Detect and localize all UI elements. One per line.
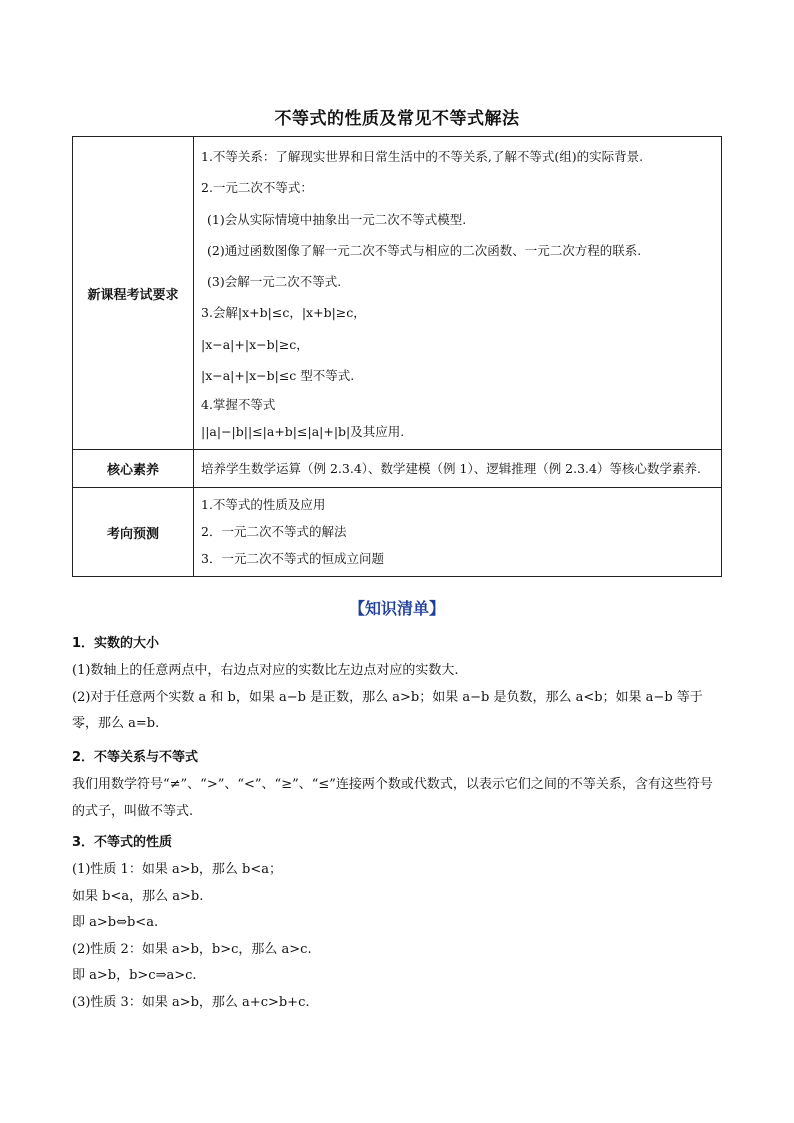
table-row-exam-requirements	[73, 137, 722, 450]
section-inequality-properties	[72, 829, 722, 1016]
requirement-line: |x−a|+|x−b|≥c，	[201, 336, 309, 352]
requirement-line: (1)会从实际情境中抽象出一元二次不等式模型.	[207, 211, 467, 227]
trend-line: 2．一元二次不等式的解法	[201, 523, 347, 539]
requirement-line: 4.掌握不等式	[201, 397, 276, 413]
requirement-line: 3.会解|x+b|≤c，|x+b|≥c，	[201, 305, 366, 321]
requirement-line: ||a|−|b||≤|a+b|≤|a|+|b|及其应用.	[201, 424, 405, 440]
section-real-number-size	[72, 630, 722, 738]
paragraph: (1)数轴上的任意两点中，右边点对应的实数比左边点对应的实数大.	[72, 663, 459, 678]
document-title: 不等式的性质及常见不等式解法	[274, 109, 520, 129]
section-heading: 1．实数的大小	[72, 636, 160, 651]
requirement-line: 2.一元二次不等式：	[201, 180, 313, 196]
requirement-line: 1.不等关系：了解现实世界和日常生活中的不等关系,了解不等式(组)的实际背景.	[201, 149, 644, 164]
row-label-exam-requirements: 新课程考试要求	[73, 137, 194, 450]
row-label-exam-trends: 考向预测	[73, 488, 194, 577]
knowledge-list-heading: 【知识清单】	[348, 599, 445, 618]
core-literacy-text: 培养学生数学运算（例 2.3.4）、数学建模（例 1）、逻辑推理（例 2.3.4）等核心数学素养.	[201, 461, 701, 477]
row-label-core-literacy: 核心素养	[73, 450, 194, 488]
paragraph: (2)性质 2：如果 a>b，b>c，那么 a>c.	[72, 941, 312, 957]
paragraph: 我们用数学符号“≠”、“>”、“<”、“≥”、“≤”连接两个数或代数式，以表示它们之间的不等关系，含有这些符号的式子，叫做不等式.	[72, 777, 713, 819]
requirement-line: (2)通过函数图像了解一元二次不等式与相应的二次函数、一元二次方程的联系.	[207, 242, 642, 258]
paragraph: (3)性质 3：如果 a>b，那么 a+c>b+c.	[72, 994, 310, 1010]
row-content-exam-requirements	[194, 137, 722, 450]
section-inequality-relation	[72, 744, 722, 825]
row-content-core-literacy	[194, 450, 722, 488]
table-row-core-literacy	[73, 450, 722, 488]
paragraph: 即 a>b⇔b<a.	[72, 915, 159, 930]
requirement-line: |x−a|+|x−b|≤c 型不等式.	[201, 368, 355, 384]
section-heading: 2．不等关系与不等式	[72, 750, 199, 765]
table-row-exam-trends	[73, 488, 722, 577]
trend-line: 3．一元二次不等式的恒成立问题	[201, 550, 384, 566]
trend-line: 1.不等式的性质及应用	[201, 497, 326, 513]
requirements-table	[72, 136, 722, 577]
paragraph: (1)性质 1：如果 a>b，那么 b<a；	[72, 862, 283, 877]
paragraph: 即 a>b，b>c⇒a>c.	[72, 968, 197, 983]
requirement-line: (3)会解一元二次不等式.	[207, 274, 342, 290]
section-heading: 3．不等式的性质	[72, 835, 173, 850]
row-content-exam-trends	[194, 488, 722, 577]
paragraph: (2)对于任意两个实数 a 和 b，如果 a−b 是正数，那么 a>b；如果 a−b 是负数，那么 a<b；如果 a−b 等于零，那么 a=b.	[72, 689, 703, 731]
paragraph: 如果 b<a，那么 a>b.	[72, 888, 204, 904]
